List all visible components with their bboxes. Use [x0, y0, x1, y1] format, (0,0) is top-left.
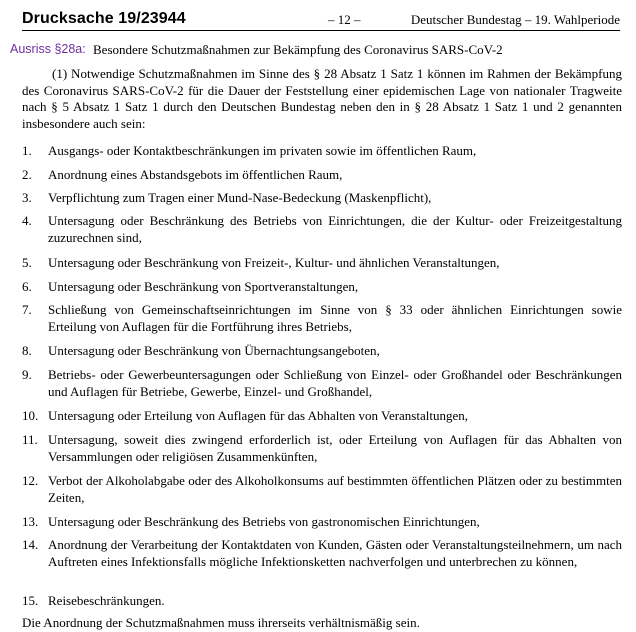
item-text: Untersagung oder Beschränkung des Betriebs von gastronomischen Einrichtungen, — [48, 514, 480, 529]
list-item — [22, 593, 622, 610]
item-number: 12. — [22, 473, 39, 488]
doc-label: Drucksache 19/ — [22, 10, 141, 27]
publisher: Deutscher Bundestag – 19. Wahlperiode — [410, 12, 620, 27]
item-number: 14. — [22, 537, 39, 552]
item-number: 9. — [22, 367, 32, 382]
item-text: Untersagung, soweit dies zwingend erforderlich ist, oder Erteilung von Auflagen für das Abhalten von Versammlungen oder religiösen Zusammenkünften, — [48, 432, 622, 464]
item-number: 2. — [22, 167, 32, 182]
item-number: 11. — [22, 432, 38, 447]
list-item — [22, 190, 622, 207]
item-number: 6. — [22, 279, 32, 294]
list-item — [22, 432, 622, 465]
item-text: Schließung von Gemeinschaftseinrichtungen im Sinne von § 33 oder ähnlichen Einrichtungen sowie Erteilung von Auflagen für die Fortführung ihres Betriebs, — [48, 302, 622, 334]
item-text: Untersagung oder Erteilung von Auflagen für das Abhalten von Veranstaltungen, — [48, 408, 468, 423]
item-text: Verbot der Alkoholabgabe oder des Alkoholkonsums auf bestimmten öffentlichen Plätzen oder zu bestimmten Zeiten, — [48, 473, 622, 505]
item-number: 10. — [22, 408, 39, 423]
item-text: Ausgangs- oder Kontaktbeschränkungen im privaten sowie im öffentlichen Raum, — [48, 143, 477, 158]
list-item — [22, 537, 622, 570]
item-number: 3. — [22, 190, 32, 205]
item-text: Reisebeschränkungen. — [48, 593, 165, 608]
list-item — [22, 408, 622, 425]
item-text: Verpflichtung zum Tragen einer Mund-Nase-Bedeckung (Maskenpflicht), — [48, 190, 432, 205]
list-item — [22, 343, 622, 360]
doc-number: 23944 — [140, 10, 186, 27]
item-number: 4. — [22, 213, 32, 228]
list-item — [22, 143, 622, 160]
item-number: 8. — [22, 343, 32, 358]
item-number: 15. — [22, 593, 39, 608]
section-title: Besondere Schutzmaßnahmen zur Bekämpfung des Coronavirus SARS-CoV-2 — [93, 42, 503, 57]
item-text: Untersagung oder Beschränkung von Sportveranstaltungen, — [48, 279, 359, 294]
item-number: 7. — [22, 302, 32, 317]
list-item — [22, 302, 622, 335]
list-item — [22, 367, 622, 400]
item-number: 5. — [22, 255, 32, 270]
item-text: Untersagung oder Beschränkung des Betriebs von Einrichtungen, die der Kultur- oder Freizeitgestaltung zuzurechnen sind, — [48, 213, 622, 245]
document-reference — [22, 10, 186, 28]
item-text: Anordnung eines Abstandsgebots im öffentlichen Raum, — [48, 167, 343, 182]
ausriss-label: Ausriss §28a: — [10, 42, 86, 56]
list-item — [22, 255, 622, 272]
page-number: – 12 – — [328, 12, 361, 27]
item-number: 13. — [22, 514, 39, 529]
item-text: Untersagung oder Beschränkung von Freizeit-, Kultur- und ähnlichen Veranstaltungen, — [48, 255, 500, 270]
item-text: Untersagung oder Beschränkung von Übernachtungsangeboten, — [48, 343, 380, 358]
list-item — [22, 279, 622, 296]
list-item — [22, 514, 622, 531]
list-item — [22, 213, 622, 246]
item-number: 1. — [22, 143, 32, 158]
header-rule — [22, 30, 620, 31]
list-item — [22, 167, 622, 184]
closing-sentence: Die Anordnung der Schutzmaßnahmen muss ihrerseits verhältnismäßig sein. — [22, 615, 420, 630]
item-text: Anordnung der Verarbeitung der Kontaktdaten von Kunden, Gästen oder Veranstaltungsteilnehmern, um nach Auftreten eines Infektionsfalls mögliche Infektionsketten nachverfolgen und unterbrechen zu können, — [48, 537, 622, 569]
intro-paragraph: (1) Notwendige Schutzmaßnahmen im Sinne des § 28 Absatz 1 Satz 1 können im Rahmen der Bekämpfung des Coronavirus SARS-CoV-2 für die Dauer der Feststellung einer epidemischen Lage von nationaler Tragweite nach § 5 Absatz 1 Satz 1 durch den Deutschen Bundestag neben den in § 28 Absatz 1 Satz 1 und 2 genannten insbesondere auch sein: — [22, 66, 622, 131]
item-text: Betriebs- oder Gewerbeuntersagungen oder Schließung von Einzel- oder Großhandel oder Beschränkungen und Auflagen für Betriebe, Gewerbe, Einzel- und Großhandel, — [48, 367, 622, 399]
list-item — [22, 473, 622, 506]
page-header — [22, 6, 620, 28]
